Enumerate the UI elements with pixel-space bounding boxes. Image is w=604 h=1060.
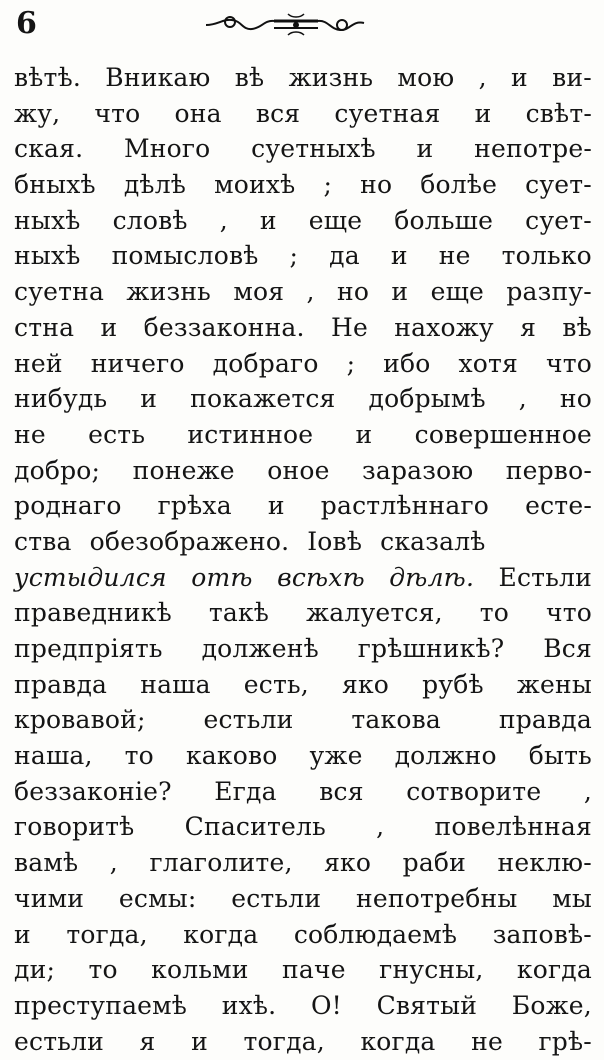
word: есмы: xyxy=(118,883,197,913)
word: добро; xyxy=(14,455,101,485)
word: паче xyxy=(282,955,346,985)
word: раби xyxy=(402,848,467,878)
text-line xyxy=(14,988,592,1024)
word: наша, xyxy=(14,741,93,771)
word: суетныхѣ xyxy=(251,134,376,164)
word: каково xyxy=(185,741,278,771)
text-line xyxy=(14,453,592,489)
word: и xyxy=(100,312,118,342)
word: ; xyxy=(346,348,356,378)
word: ибо xyxy=(383,348,431,378)
word: и xyxy=(416,134,434,164)
word: ничего xyxy=(90,348,185,378)
word: и xyxy=(391,277,409,307)
word: сует- xyxy=(525,205,592,235)
word: но xyxy=(336,277,370,307)
word: Святый xyxy=(376,990,478,1020)
word: и xyxy=(14,919,31,949)
body-text xyxy=(14,60,592,1059)
word: стна xyxy=(14,312,75,342)
word: добраго xyxy=(212,348,319,378)
word: ди; xyxy=(14,955,56,985)
text-line xyxy=(14,417,592,453)
word: соблюдаемѣ xyxy=(293,919,458,949)
word: Не xyxy=(330,312,368,342)
word: повелѣнная xyxy=(434,812,592,842)
word: , xyxy=(376,812,385,842)
word: я xyxy=(139,1026,156,1056)
text-line xyxy=(14,667,592,703)
word: ская. xyxy=(14,134,84,164)
word: есть, xyxy=(243,669,309,699)
text-line xyxy=(14,346,592,382)
word: есте- xyxy=(525,491,592,521)
word: беззаконіе? xyxy=(14,776,172,806)
word: что xyxy=(545,348,592,378)
word: ней xyxy=(14,348,63,378)
word: сует- xyxy=(525,170,592,200)
word: грѣ- xyxy=(538,1026,592,1056)
word: еще xyxy=(430,277,485,307)
word: жены xyxy=(516,669,592,699)
word: такова xyxy=(351,705,441,735)
text-line xyxy=(14,1024,592,1060)
word: долженѣ xyxy=(201,634,319,663)
word: ныхѣ xyxy=(14,241,81,271)
word: не xyxy=(471,1026,503,1056)
word: такѣ xyxy=(208,598,270,628)
word: уже xyxy=(309,741,363,771)
word: жу, xyxy=(14,98,61,128)
word: Спаситель xyxy=(184,812,326,842)
word: нахожу xyxy=(394,312,494,342)
word: заразою xyxy=(362,455,474,485)
word: и xyxy=(510,63,528,92)
word: вся xyxy=(319,776,364,806)
word: естьли xyxy=(14,1026,104,1056)
word: ихѣ. xyxy=(221,990,277,1020)
word: кольми xyxy=(151,955,249,985)
word: не xyxy=(438,241,471,271)
word: и xyxy=(191,1026,208,1056)
word: тогда, xyxy=(243,1026,325,1056)
word: отѣ xyxy=(191,562,253,592)
word: покажется xyxy=(190,384,336,414)
word: Естьли xyxy=(498,562,592,592)
word: Вникаю xyxy=(105,63,211,92)
text-line xyxy=(14,702,592,738)
word: разпу- xyxy=(506,277,592,307)
word: вамѣ xyxy=(14,848,79,878)
word: словѣ xyxy=(112,205,188,235)
text-line xyxy=(14,881,592,917)
word: правда xyxy=(498,705,592,735)
word: неклю- xyxy=(497,848,592,878)
word: быть xyxy=(528,741,592,771)
word: , xyxy=(518,384,527,414)
word: вѣ xyxy=(562,312,592,342)
word: ; xyxy=(323,170,333,200)
text-line xyxy=(14,488,592,524)
word: должно xyxy=(394,741,497,771)
word: , xyxy=(306,277,315,307)
word: истинное xyxy=(187,419,314,449)
word: что xyxy=(94,98,141,128)
word: говоритѣ xyxy=(14,812,135,842)
word: грѣшникѣ? xyxy=(357,634,505,663)
word: сотворите xyxy=(406,776,542,806)
text-line xyxy=(14,631,592,667)
word: есть xyxy=(88,419,146,449)
word: устыдился xyxy=(14,562,167,592)
word: грѣха xyxy=(157,491,232,521)
word: вѣ xyxy=(234,63,265,92)
text-line xyxy=(14,524,592,560)
word: вѣтѣ. xyxy=(14,63,82,92)
word: ви- xyxy=(552,63,592,92)
word: еще xyxy=(308,205,363,235)
word: свѣт- xyxy=(525,98,592,128)
word: то xyxy=(88,955,118,985)
word: кровавой; xyxy=(14,705,146,735)
word: Много xyxy=(123,134,211,164)
word: естьли xyxy=(231,883,322,913)
word: Егда xyxy=(214,776,277,806)
word: естьли xyxy=(203,705,294,735)
word: жизнь xyxy=(288,63,374,92)
word: предпріять xyxy=(14,634,163,663)
word: тогда, xyxy=(66,919,148,949)
text-line xyxy=(14,952,592,988)
word: заповѣ- xyxy=(492,919,592,949)
word: я xyxy=(520,312,537,342)
word: , xyxy=(109,848,118,878)
word: непотребны xyxy=(356,883,518,913)
word: мою xyxy=(397,63,455,92)
word: когда xyxy=(516,955,592,985)
text-line xyxy=(14,167,592,203)
word: больше xyxy=(394,205,494,235)
word: жалуется, xyxy=(306,598,443,628)
word: перво- xyxy=(505,455,592,485)
word: болѣе xyxy=(420,170,498,200)
word: только xyxy=(501,241,592,271)
text-line xyxy=(14,238,592,274)
word: совершенное xyxy=(414,419,592,449)
word: и xyxy=(267,491,285,521)
decorative-floral-header-icon xyxy=(200,8,370,40)
text-line xyxy=(14,560,592,596)
word: гнусны, xyxy=(379,955,484,985)
word: но xyxy=(360,170,393,200)
word: растлѣннаго xyxy=(320,491,490,521)
word: яко xyxy=(342,669,390,699)
word: , xyxy=(583,776,592,806)
text-line xyxy=(14,917,592,953)
word: дѣлѣ xyxy=(123,170,187,200)
word: обезображено. xyxy=(89,526,290,556)
text-line xyxy=(14,774,592,810)
text-line xyxy=(14,738,592,774)
word: всѣхѣ xyxy=(277,562,365,592)
word: праведникѣ xyxy=(14,598,172,628)
word: моя xyxy=(233,277,285,307)
word: и xyxy=(355,419,373,449)
word: жизнь xyxy=(126,277,211,307)
text-line xyxy=(14,274,592,310)
word: Вся xyxy=(543,634,592,663)
word: ства xyxy=(14,526,72,556)
word: , xyxy=(219,205,228,235)
word: бныхѣ xyxy=(14,170,96,200)
word: не xyxy=(14,419,46,449)
word: наша xyxy=(140,669,211,699)
word: то xyxy=(479,598,509,628)
word: оное xyxy=(267,455,330,485)
word: Боже, xyxy=(511,990,592,1020)
word: , xyxy=(478,63,487,92)
text-line xyxy=(14,809,592,845)
word: моихѣ xyxy=(214,170,296,200)
word: она xyxy=(174,98,222,128)
word: помысловѣ xyxy=(111,241,259,271)
text-line xyxy=(14,845,592,881)
word: сказалѣ xyxy=(380,526,486,556)
word: мы xyxy=(552,883,592,913)
word: добрымѣ xyxy=(368,384,486,414)
word: правда xyxy=(14,669,108,699)
word: суетна xyxy=(14,277,105,307)
word: и xyxy=(259,205,277,235)
word: О! xyxy=(310,990,342,1020)
word: суетная xyxy=(334,98,441,128)
text-line xyxy=(14,96,592,132)
text-line xyxy=(14,203,592,239)
word: когда xyxy=(360,1026,436,1056)
text-line xyxy=(14,595,592,631)
word: то xyxy=(124,741,154,771)
page-header xyxy=(0,0,604,60)
word: ; xyxy=(289,241,299,271)
text-line xyxy=(14,60,592,96)
word: да xyxy=(329,241,360,271)
page-number: 6 xyxy=(16,6,37,41)
word: понеже xyxy=(132,455,235,485)
word: что xyxy=(545,598,592,628)
word: беззаконна. xyxy=(143,312,305,342)
word: хотя xyxy=(458,348,519,378)
word: рубѣ xyxy=(422,669,484,699)
word: роднаго xyxy=(14,491,122,521)
word: нибудь xyxy=(14,384,108,414)
word: глаголите, xyxy=(149,848,293,878)
word: вся xyxy=(255,98,301,128)
text-line xyxy=(14,381,592,417)
word: и xyxy=(390,241,408,271)
word: преступаемѣ xyxy=(14,990,188,1020)
text-line xyxy=(14,131,592,167)
word: и xyxy=(140,384,158,414)
word: непотре- xyxy=(474,134,592,164)
word: чими xyxy=(14,883,85,913)
word: дѣлѣ. xyxy=(389,562,475,592)
text-line xyxy=(14,310,592,346)
word: и xyxy=(474,98,492,128)
word: ныхѣ xyxy=(14,205,81,235)
word: но xyxy=(559,384,592,414)
word: когда xyxy=(183,919,259,949)
word: Іовѣ xyxy=(307,526,363,556)
word: яко xyxy=(324,848,372,878)
